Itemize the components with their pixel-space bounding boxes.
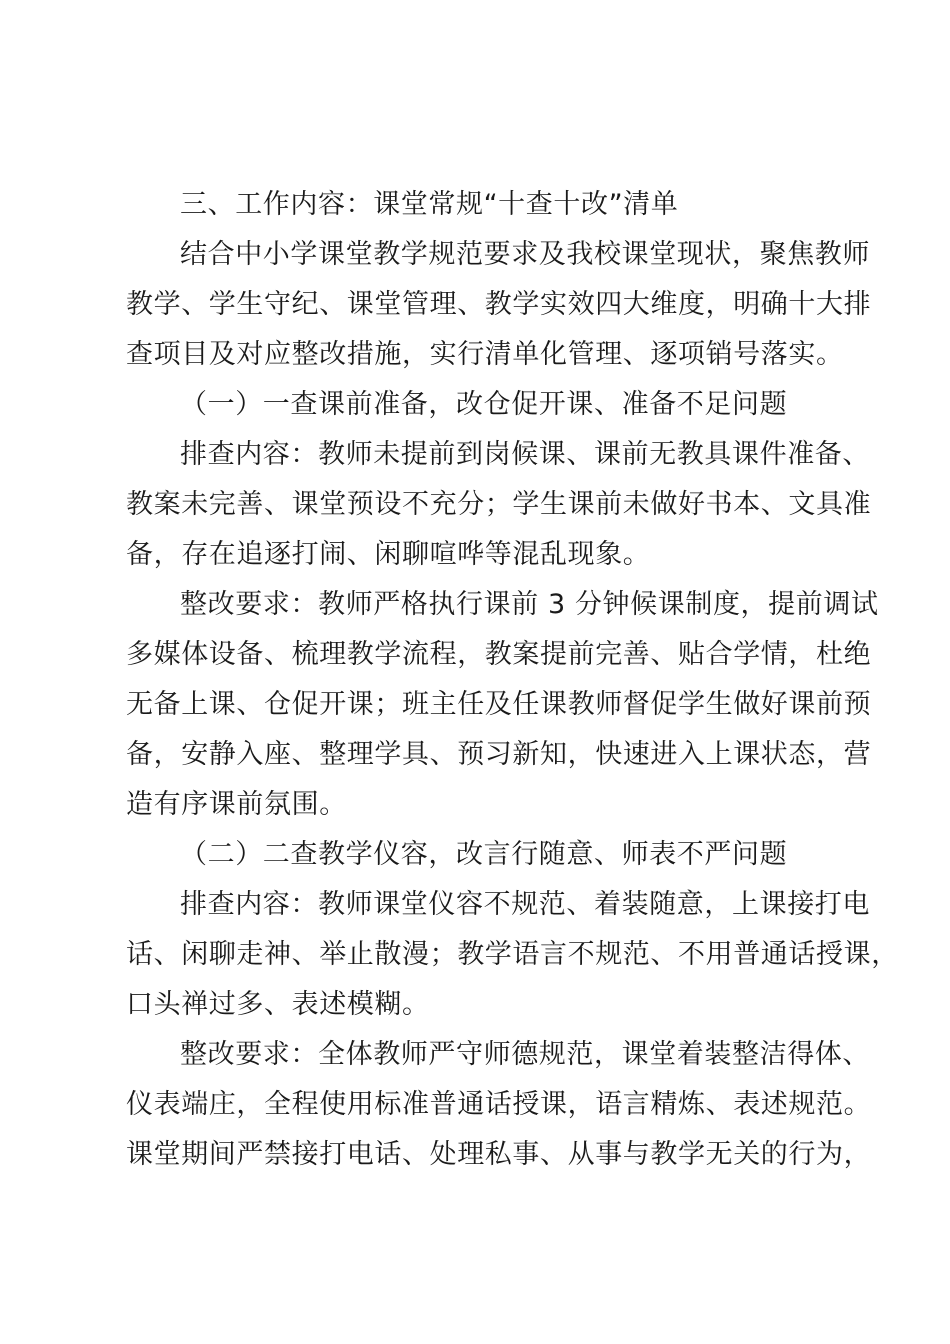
section-title: 三、工作内容：课堂常规“十查十改”清单 (180, 189, 679, 220)
document-body (126, 180, 899, 1180)
text-line: 多媒体设备、梳理教学流程，教案提前完善、贴合学情，杜绝 (126, 639, 872, 670)
text-line: 整改要求：全体教师严守师德规范，课堂着装整洁得体、 (180, 1039, 870, 1070)
text-line: 备，安静入座、整理学具、预习新知，快速进入上课状态，营 (126, 739, 872, 770)
text-line: 口头禅过多、表述模糊。 (126, 989, 430, 1020)
text-line: 查项目及对应整改措施，实行清单化管理、逐项销号落实。 (126, 339, 844, 370)
text-line: 排查内容：教师课堂仪容不规范、着装随意，上课接打电 (180, 889, 870, 920)
text-line: 课堂期间严禁接打电话、处理私事、从事与教学无关的行为， (126, 1139, 872, 1170)
text-line: 话、闲聊走神、举止散漫；教学语言不规范、不用普通话授课， (126, 939, 899, 970)
text-line: 无备上课、仓促开课；班主任及任课教师督促学生做好课前预 (126, 689, 872, 720)
text-line: 备，存在追逐打闹、闲聊喧哗等混乱现象。 (126, 539, 651, 570)
text-line: 教案未完善、课堂预设不充分；学生课前未做好书本、文具准 (126, 489, 872, 520)
text-line: 结合中小学课堂教学规范要求及我校课堂现状，聚焦教师 (180, 239, 870, 270)
text-line: 排查内容：教师未提前到岗候课、课前无教具课件准备、 (180, 439, 870, 470)
text-line: 造有序课前氛围。 (126, 789, 347, 820)
intro-paragraph (126, 230, 872, 380)
item-2-heading: （二）二查教学仪容，改言行随意、师表不严问题 (180, 839, 788, 870)
item-1-check-paragraph (126, 430, 872, 580)
text-line: 整改要求：教师严格执行课前 3 分钟候课制度，提前调试 (180, 589, 879, 620)
item-1-fix-paragraph (126, 580, 879, 830)
item-2-check-paragraph (126, 880, 899, 1030)
text-line: 教学、学生守纪、课堂管理、教学实效四大维度，明确十大排 (126, 289, 872, 320)
item-1-heading: （一）一查课前准备，改仓促开课、准备不足问题 (180, 389, 788, 420)
text-line: 仪表端庄，全程使用标准普通话授课，语言精炼、表述规范。 (126, 1089, 872, 1120)
item-2-fix-paragraph (126, 1030, 872, 1180)
